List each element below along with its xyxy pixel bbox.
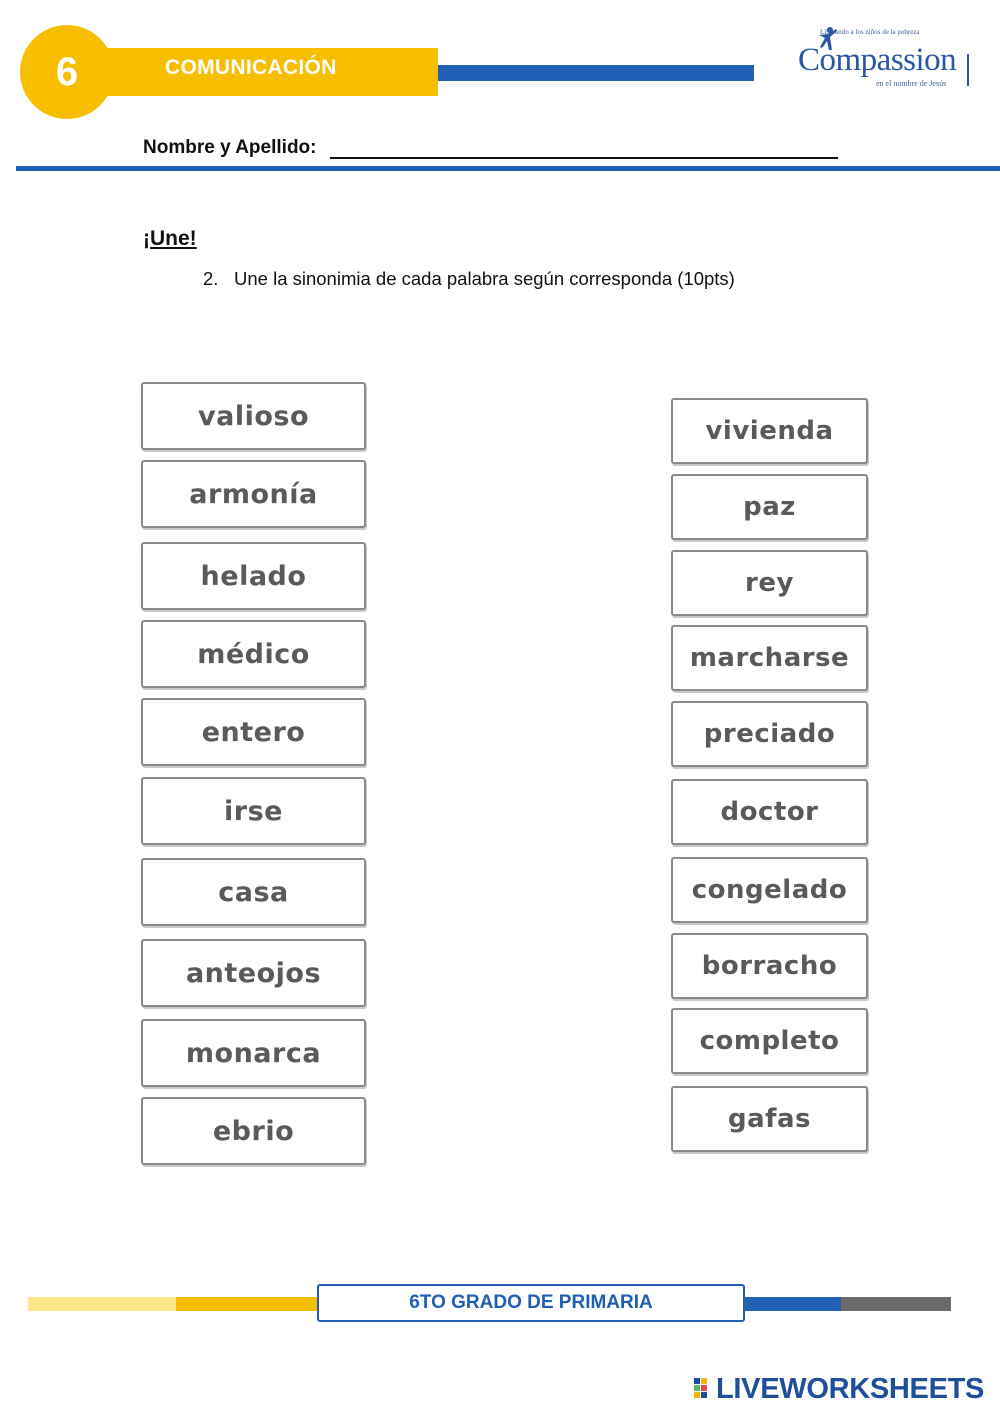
left-word-box[interactable]: ebrio [141, 1097, 366, 1165]
name-field-label: Nombre y Apellido: [143, 137, 317, 158]
grade-badge: 6 [20, 25, 114, 119]
right-word-box[interactable]: completo [671, 1008, 868, 1074]
left-word-box[interactable]: irse [141, 777, 366, 845]
name-field-line[interactable] [330, 157, 838, 159]
left-word-box[interactable]: helado [141, 542, 366, 610]
logo-wordmark: Compassion [798, 42, 957, 78]
footer-grade-label: 6TO GRADO DE PRIMARIA [317, 1284, 745, 1322]
right-word-box[interactable]: borracho [671, 933, 868, 999]
section-title: ¡Une! [143, 227, 197, 250]
right-word-box[interactable]: paz [671, 474, 868, 540]
right-word-box[interactable]: vivienda [671, 398, 868, 464]
footer-stripe-light-yellow [28, 1297, 176, 1311]
logo-divider [967, 54, 969, 86]
footer-stripe-gray [841, 1297, 951, 1311]
right-word-box[interactable]: preciado [671, 701, 868, 767]
right-word-box[interactable]: marcharse [671, 625, 868, 691]
liveworksheets-icon [694, 1378, 716, 1400]
left-word-box[interactable]: entero [141, 698, 366, 766]
header-divider [16, 166, 1000, 171]
liveworksheets-brand[interactable]: LIVEWORKSHEETS [716, 1373, 985, 1405]
right-word-box[interactable]: rey [671, 550, 868, 616]
right-word-box[interactable]: doctor [671, 779, 868, 845]
left-word-box[interactable]: armonía [141, 460, 366, 528]
logo-subtitle: en el nombre de Jesús [876, 79, 947, 88]
instruction-text: Une la sinonimia de cada palabra según corresponda (10pts) [234, 268, 735, 289]
instruction-number: 2. [203, 268, 219, 289]
right-word-box[interactable]: congelado [671, 857, 868, 923]
subject-title: COMUNICACIÓN [165, 56, 337, 79]
left-word-box[interactable]: casa [141, 858, 366, 926]
right-word-box[interactable]: gafas [671, 1086, 868, 1152]
left-word-box[interactable]: monarca [141, 1019, 366, 1087]
left-word-box[interactable]: valioso [141, 382, 366, 450]
left-word-box[interactable]: médico [141, 620, 366, 688]
logo-tagline: Liberando a los niños de la pobreza [820, 28, 920, 36]
footer-stripe-blue [745, 1297, 841, 1311]
left-word-box[interactable]: anteojos [141, 939, 366, 1007]
footer-stripe-yellow [176, 1297, 326, 1311]
header-accent-bar [438, 65, 754, 81]
